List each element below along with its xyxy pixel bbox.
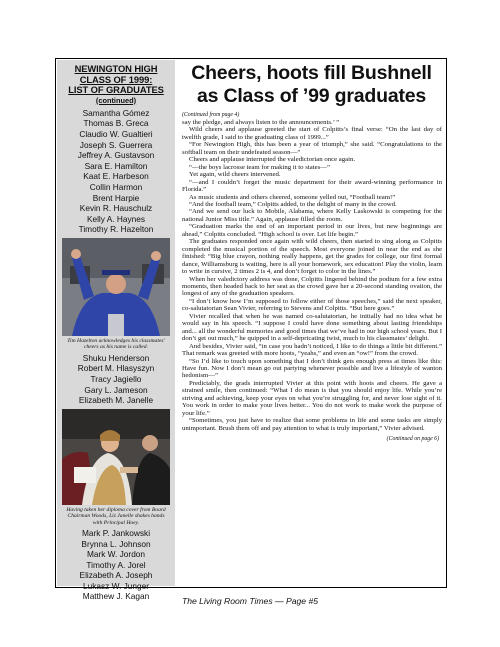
- article-paragraph: “And we send our luck to Mobile, Alabama, where Kelly Laskowski is competing for the national Junior Miss title.” Again, applause filled the room.: [182, 208, 442, 223]
- graduate-name: Kevin R. Hauschulz: [79, 203, 153, 214]
- article-paragraph: “—and I couldn’t forget the music department for their award-winning performance in Florida.”: [182, 178, 442, 194]
- article-paragraph: “So I’d like to touch upon something that I don’t think gets enough press at times like this: Have fun. Now I don’t mean go out partying whenever possible and live a lifestyle of wanton hedonism—”: [182, 357, 442, 380]
- graduate-list-1: [57, 108, 175, 235]
- sidebar-header-line: LIST OF GRADUATES: [68, 84, 164, 96]
- photo2-caption: Having taken her diploma cover from Board Chairman Woods, Liz Janelle shakes hands with Principal Hoey.: [66, 506, 166, 526]
- article-paragraph: Wild cheers and applause greeted the start of Colpitts’s final verse: “On the last day of twelfth grade, I said to the graduating class of 1999...”: [182, 126, 442, 141]
- graduate-name: Tracy Jagiello: [90, 373, 142, 384]
- article-paragraph: Predictably, the grads interrupted Vivier at this point with hoots and cheers. He gave a strained smile, then continued: “What I do mean is that you should enjoy life. While you’re striving and achieving, keep your eyes on what you’re struggling for, and never lose sight of it. You work in order to make your lives better... You do not work to make work the purpose of your life.”: [182, 379, 442, 417]
- photo-graduate-cheering: [62, 238, 170, 336]
- article-paragraph: “I don’t know how I’m supposed to follow either of those speeches,” said the next speaker, co-salutatorian Sean Vivier, referring to Stevens and Colpitts. “But here goes.”: [182, 297, 442, 313]
- article-paragraph: As music students and others cheered, someone yelled out, “Football team!”: [189, 193, 396, 201]
- sidebar-header: [57, 60, 175, 96]
- photo-graduate-cheering-image: [62, 238, 170, 336]
- graduate-name: Timothy R. Hazelton: [78, 224, 154, 235]
- photo-diploma-handshake: [62, 409, 170, 505]
- continued-on-note: (Continued on page 6): [386, 436, 439, 443]
- graduate-name: Collin Harmon: [89, 181, 143, 192]
- article-paragraph: And besides, Vivier said, “in case you hadn’t noticed, I like to do things a little bit different.” That remark was greeted with more hoots, “yeahs,” and even an “ow!” from the crowd.: [182, 342, 442, 358]
- graduate-list-2: [57, 353, 175, 406]
- graduate-name: Timothy A. Jorel: [86, 559, 146, 570]
- article-headline: [178, 62, 445, 108]
- article-paragraph: Yet again, wild cheers intervened.: [189, 171, 281, 179]
- graduate-name: Elizabeth A. Joseph: [79, 570, 153, 581]
- graduate-name: Mark P. Jankowski: [81, 527, 151, 538]
- article-paragraph: “And the football team,” Colpitts added, to the delight of many in the crowd.: [189, 200, 397, 208]
- graduate-name: Gary L. Jameson: [84, 384, 148, 395]
- article-paragraph: “For Newington High, this has been a year of triumph,” she said. “Congratulations to the softball team on their undefeated season—”: [182, 141, 442, 156]
- sidebar-header-line: NEWINGTON HIGH: [74, 63, 158, 74]
- sidebar-header-line: CLASS OF 1999:: [79, 73, 153, 85]
- graduates-sidebar: [57, 60, 175, 602]
- continued-from-note: (Continued from page 4): [182, 112, 240, 118]
- graduate-name: Mark W. Jordon: [86, 549, 146, 560]
- graduate-name: Claudio W. Gualtieri: [79, 128, 153, 139]
- article-body: [178, 119, 445, 432]
- graduate-name: Shuku Henderson: [82, 352, 150, 363]
- article-paragraph: “Graduation marks the end of an important period in our lives, but new beginnings are ahead,” Colpitts concluded. “High school is over. Let life begin.”: [182, 223, 442, 238]
- article-paragraph: The graduates responded once again with wild cheers, then started to sing along as Colpitts completed the musical portion of the speech. Most everyone joined in near the end as she finished: “Big blue crayon, nothing really happens, get the grades for college, our first formal dance, Williamsburg is waiting, here is all your homework, sex education! Play the violin, learn to write in cursive, 2 times 2 is 4, and don’t forget to color in the lines.”: [182, 238, 442, 276]
- article-paragraph: “—the boys lacrosse team for making it to states—”: [189, 163, 330, 171]
- graduate-name: Matthew J. Kagan: [82, 591, 150, 602]
- graduate-list-3: [57, 528, 175, 602]
- graduate-name: Samantha Gómez: [82, 107, 150, 118]
- graduate-name: Brynna L. Johnson: [81, 538, 151, 549]
- article-paragraph: say the pledge, and always listen to the announcements.’ ”: [182, 119, 340, 126]
- graduate-name: Kelly A. Haynes: [86, 213, 146, 224]
- page-footer: The Living Room Times — Page #5: [181, 596, 319, 606]
- graduate-name: Sara E. Hamilton: [84, 160, 148, 171]
- graduate-name: Jeffrey A. Gustavson: [77, 150, 155, 161]
- headline-line: Cheers, hoots fill Bushnell: [191, 62, 432, 84]
- graduate-name: Elizabeth M. Janelle: [78, 395, 154, 406]
- sidebar-subheader: (continued): [95, 95, 137, 105]
- photo-diploma-handshake-image: [62, 409, 170, 505]
- graduate-name: Brent Harpie: [92, 192, 140, 203]
- article-paragraph: Vivier recalled that when he was named co-salutatorian, he initially had no idea what he would say in his speech. “I suppose I could have done something about lasting friendships and... all the wonderful memories and good times that we’ve had in our high school years. But I don’t get out much,” he quipped in a self-depricating twist, much to his classmates’ delight.: [182, 312, 442, 343]
- graduate-name: Robert M. Hlasyszyn: [77, 363, 155, 374]
- article-paragraph: “Sometimes, you just have to realize that some problems in life and some tasks are simply unimportant. Brush them off and pay attention to what is truly important,” Vivier advised.: [182, 417, 442, 432]
- graduate-name: Lukasz W. Junger: [83, 580, 149, 591]
- headline-line: as Class of ’99 graduates: [196, 85, 427, 107]
- graduate-name: Kaat E. Harbeson: [83, 171, 149, 182]
- photo1-caption: Tim Hazelton acknowledges his classmates' cheers as his name is called.: [67, 337, 165, 351]
- article-paragraph: Cheers and applause interrupted the valedictorian once again.: [189, 156, 356, 164]
- article-column: [178, 60, 445, 586]
- article-paragraph: When her valedictory address was done, Colpitts lingered behind the podium for a few extra moments, then headed back to her seat as the crowd gave her a 20-second standing ovation, the longest of any of the graduation speakers.: [182, 275, 442, 298]
- graduate-name: Thomas B. Greca: [83, 118, 149, 129]
- graduate-name: Joseph S. Guerrera: [79, 139, 153, 150]
